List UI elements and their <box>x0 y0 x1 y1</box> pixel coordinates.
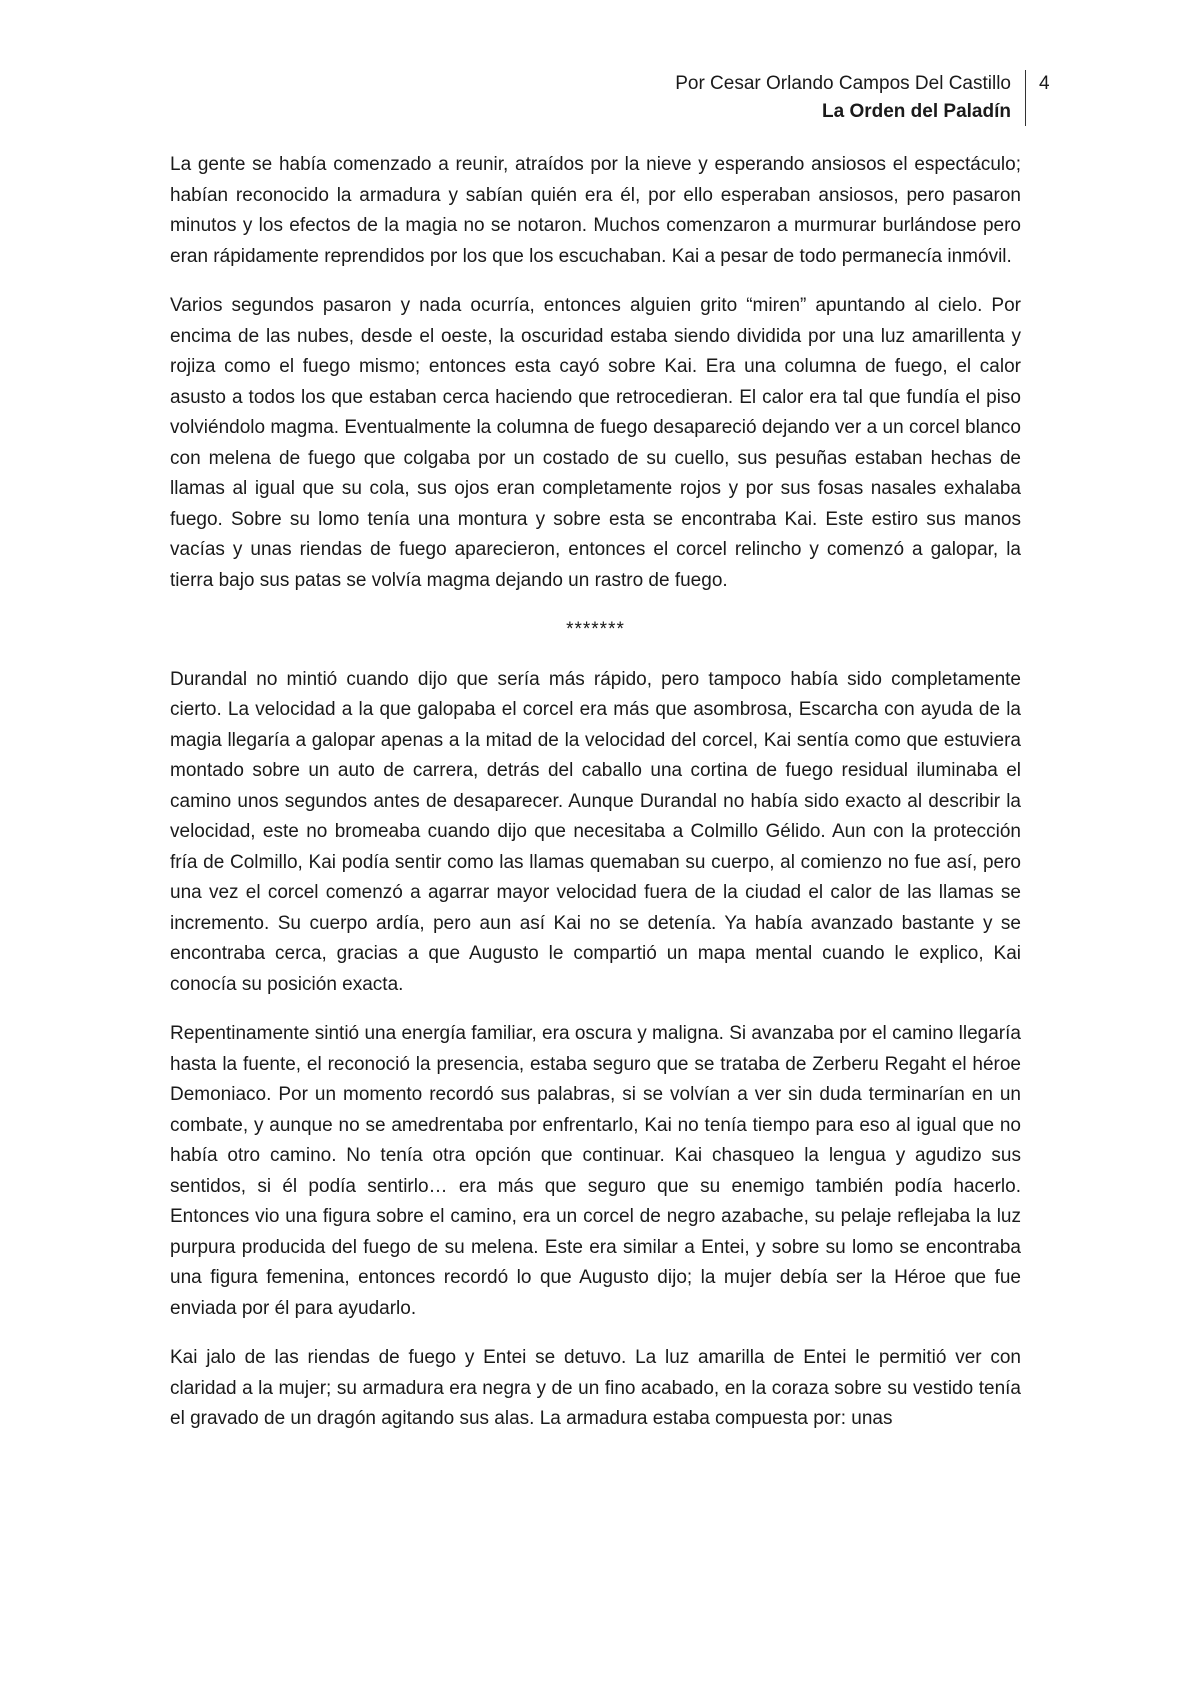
book-title: La Orden del Paladín <box>822 101 1011 122</box>
paragraph: Durandal no mintió cuando dijo que sería más rápido, pero tampoco había sido completamente cierto. La velocidad a la que galopaba el corcel era más que asombrosa, Escarcha con ayuda de la magia llegaría a galopar apenas a la mitad de la velocidad del corcel, Kai sentía como que estuviera montado sobre un auto de carrera, detrás del caballo una cortina de fuego residual iluminaba el camino unos segundos antes de desaparecer. Aunque Durandal no había sido exacto al describir la velocidad, este no bromeaba cuando dijo que necesitaba a Colmillo Gélido. Aun con la protección fría de Colmillo, Kai podía sentir como las llamas quemaban su cuerpo, al comienzo no fue así, pero una vez el corcel comenzó a agarrar mayor velocidad fuera de la ciudad el calor de las llamas se incremento. Su cuerpo ardía, pero aun así Kai no se detenía. Ya había avanzado bastante y se encontraba cerca, gracias a que Augusto le compartió un mapa mental cuando le explico, Kai conocía su posición exacta. <box>170 668 1021 995</box>
page-number: 4 <box>1039 73 1050 94</box>
page-header <box>675 70 1026 126</box>
body-text <box>170 150 1021 1454</box>
paragraph: Varios segundos pasaron y nada ocurría, entonces alguien grito “miren” apuntando al cielo. Por encima de las nubes, desde el oeste, la oscuridad estaba siendo dividida por una luz amarillenta y rojiza como el fuego mismo; entonces esta cayó sobre Kai. Era una columna de fuego, el calor asusto a todos los que estaban cerca haciendo que retrocedieran. El calor era tal que fundía el piso volviéndolo magma. Eventualmente la columna de fuego desapareció dejando ver a un corcel blanco con melena de fuego que colgaba por un costado de su cuello, sus pesuñas estaban hechas de llamas al igual que su cola, sus ojos eran completamente rojos y por sus fosas nasales exhalaba fuego. Sobre su lomo tenía una montura y sobre esta se encontraba Kai. Este estiro sus manos vacías y unas riendas de fuego aparecieron, entonces el corcel relincho y comenzó a galopar, la tierra bajo sus patas se volvía magma dejando un rastro de fuego. <box>170 295 1021 591</box>
paragraph: Repentinamente sintió una energía familiar, era oscura y maligna. Si avanzaba por el camino llegaría hasta la fuente, el reconoció la presencia, estaba seguro que se trataba de Zerberu Regaht el héroe Demoniaco. Por un momento recordó sus palabras, si se volvían a ver sin duda terminarían en un combate, y aunque no se amedrentaba por enfrentarlo, Kai no tenía tiempo para eso al igual que no había otro camino. No tenía otra opción que continuar. Kai chasqueo la lengua y agudizo sus sentidos, si él podía sentirlo… era más que seguro que su enemigo también podía hacerlo. Entonces vio una figura sobre el camino, era un corcel de negro azabache, su pelaje reflejaba la luz purpura producida del fuego de su melena. Este era similar a Entei, y sobre su lomo se encontraba una figura femenina, entonces recordó lo que Augusto dijo; la mujer debía ser la Héroe que fue enviada por él para ayudarlo. <box>170 1023 1021 1319</box>
author-line: Por Cesar Orlando Campos Del Castillo <box>675 73 1011 94</box>
paragraph: Kai jalo de las riendas de fuego y Entei se detuvo. La luz amarilla de Entei le permitió ver con claridad a la mujer; su armadura era negra y de un fino acabado, en la coraza sobre su vestido tenía el gravado de un dragón agitando sus alas. La armadura estaba compuesta por: unas <box>170 1347 1021 1429</box>
paragraph: La gente se había comenzado a reunir, atraídos por la nieve y esperando ansiosos el espectáculo; habían reconocido la armadura y sabían quién era él, por ello esperaban ansiosos, pero pasaron minutos y los efectos de la magia no se notaron. Muchos comenzaron a murmurar burlándose pero eran rápidamente reprendidos por los que los escuchaban. Kai a pesar de todo permanecía inmóvil. <box>170 154 1021 267</box>
section-separator: ******* <box>566 619 625 640</box>
